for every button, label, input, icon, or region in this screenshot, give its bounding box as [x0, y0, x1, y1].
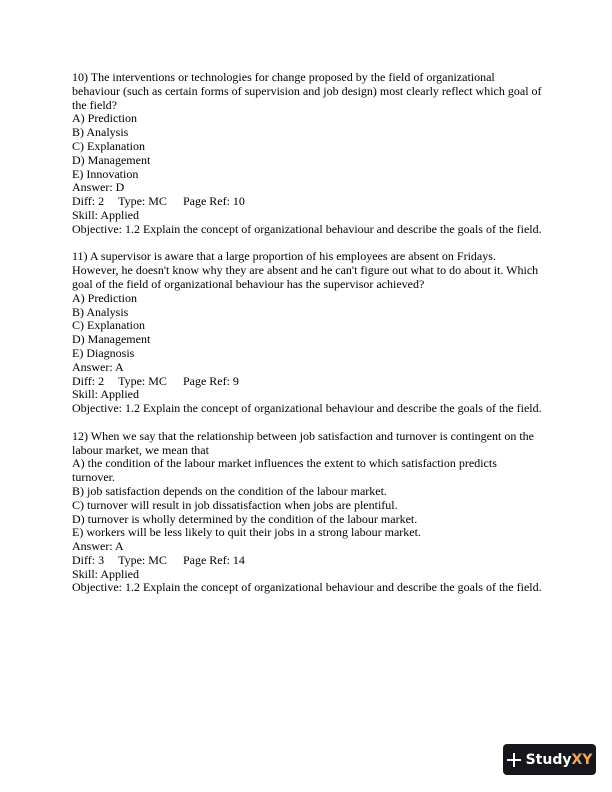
option-e: E) workers will be less likely to quit their jobs in a strong labour market.	[72, 525, 421, 540]
option-d: D) Management	[72, 332, 151, 347]
page-ref: Page Ref: 10	[182, 194, 245, 209]
option-b: B) Analysis	[72, 125, 129, 140]
option-b: B) Analysis	[72, 304, 129, 319]
question-type: Type: MC	[118, 373, 167, 388]
answer: Answer: A	[72, 539, 124, 554]
option-e: E) Diagnosis	[72, 345, 135, 360]
question-stem: 10) The interventions or technologies for change proposed by the field of organizational behaviour (such as certain forms of supervision and job design) most clearly reflect which goal of the field?	[72, 70, 542, 112]
question-type: Type: MC	[118, 194, 167, 209]
option-a: A) Prediction	[72, 111, 137, 126]
option-d: D) turnover is wholly determined by the condition of the labour market.	[72, 511, 418, 526]
plus-icon	[507, 753, 521, 767]
difficulty: Diff: 3	[72, 552, 105, 567]
option-c: C) turnover will result in job dissatisfaction when jobs are plentiful.	[72, 497, 398, 512]
question-stem: 11) A supervisor is aware that a large proportion of his employees are absent on Fridays. However, he doesn't know why they are absent and he can't figure out what to do about it. Which goal of the field of organizational behaviour has the supervisor achieved?	[72, 249, 539, 291]
meta-row	[72, 375, 542, 389]
objective: Objective: 1.2 Explain the concept of organizational behaviour and describe the goals of the field.	[72, 221, 542, 236]
question-11	[72, 250, 542, 416]
question-type: Type: MC	[118, 552, 167, 567]
document-page	[72, 71, 542, 609]
difficulty: Diff: 2	[72, 373, 105, 388]
brand-name	[526, 752, 593, 768]
skill: Skill: Applied	[72, 387, 140, 402]
meta-row	[72, 195, 542, 209]
question-10	[72, 71, 542, 237]
page-ref: Page Ref: 9	[182, 373, 239, 388]
option-c: C) Explanation	[72, 318, 145, 333]
difficulty: Diff: 2	[72, 194, 105, 209]
option-e: E) Innovation	[72, 166, 139, 181]
question-stem: 12) When we say that the relationship between job satisfaction and turnover is contingent on the labour market, we mean that	[72, 428, 534, 457]
page-ref: Page Ref: 14	[182, 552, 245, 567]
objective: Objective: 1.2 Explain the concept of organizational behaviour and describe the goals of the field.	[72, 580, 542, 595]
option-b: B) job satisfaction depends on the condition of the labour market.	[72, 483, 387, 498]
option-a: A) the condition of the labour market influences the extent to which satisfaction predicts turnover.	[72, 456, 497, 485]
answer: Answer: D	[72, 180, 125, 195]
meta-row	[72, 554, 542, 568]
answer: Answer: A	[72, 359, 124, 374]
brand-name-main: Study	[525, 751, 572, 768]
brand-name-accent: XY	[571, 751, 593, 768]
option-d: D) Management	[72, 152, 151, 167]
option-c: C) Explanation	[72, 138, 145, 153]
objective: Objective: 1.2 Explain the concept of organizational behaviour and describe the goals of the field.	[72, 401, 542, 416]
skill: Skill: Applied	[72, 207, 140, 222]
question-12	[72, 430, 542, 596]
option-a: A) Prediction	[72, 290, 137, 305]
skill: Skill: Applied	[72, 566, 140, 581]
studyxy-logo[interactable]	[503, 744, 596, 775]
